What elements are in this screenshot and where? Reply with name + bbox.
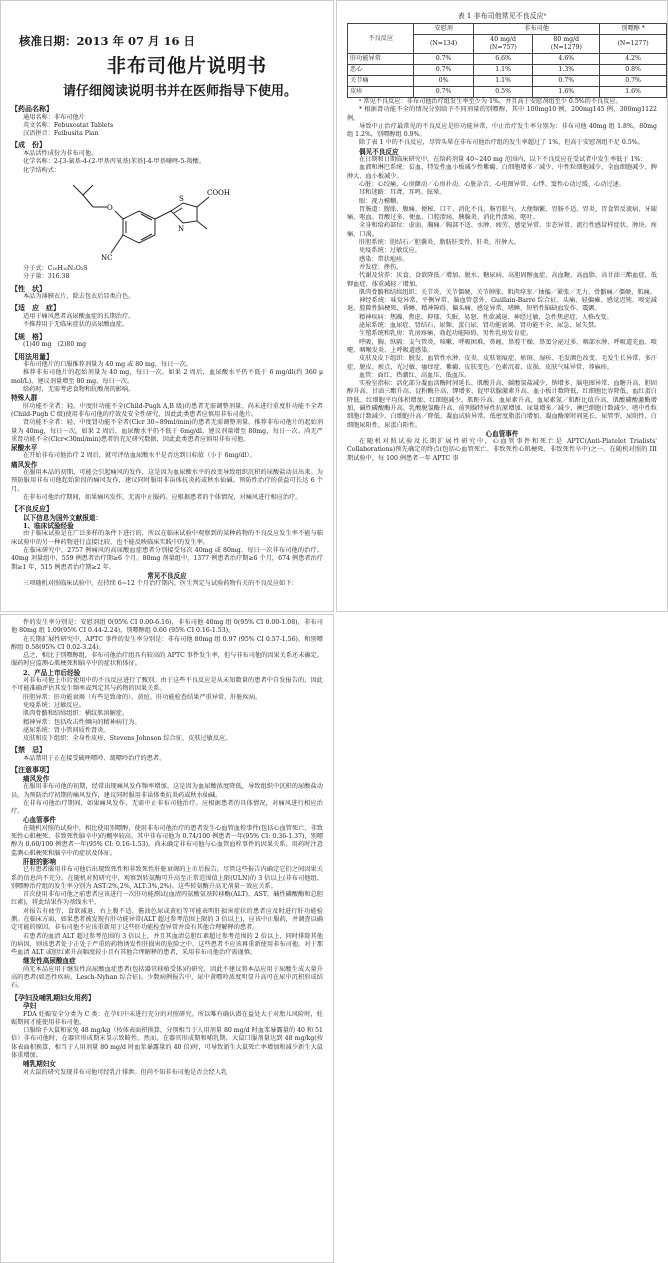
section-dosage-heading: 【用法用量】 bbox=[11, 351, 53, 361]
chemical-structure bbox=[31, 177, 323, 263]
uric-acid-text: 在开始非布司他治疗 2 周后，就可评估血尿酸水平是否达到目标值（小于 6mg/dl）。 bbox=[23, 452, 256, 460]
rare-item: 感染：带状疱疹。 bbox=[359, 255, 409, 263]
gout-flare-heading: 痛风发作 bbox=[11, 460, 38, 469]
dosage-paragraph: 推荐非布司他片的起始剂量为 40 mg，每日一次。如果 2 周后，血尿酸水平仍不低于 6 mg/dl(约 360 μ mol/L)，建议剂量增至 80 mg，每日一次。 bbox=[11, 369, 323, 385]
postmarketing-item: 皮肤和皮下组织：全身性皮疹、Stevens Johnson 综合征、皮肤过敏反应。 bbox=[23, 735, 232, 743]
rare-intro: 在日期和日期临床研究中，在给药剂量 40~240 mg 范围内，以下不良反应在受试者中发生率低于 1%： bbox=[359, 156, 647, 164]
cell: 1.1% bbox=[473, 76, 533, 87]
cell: 1.3% bbox=[533, 65, 600, 76]
table-footnote: * 根据肾功能不全的情况分别给予不同剂量的别嘌醇，其中 100mg10 例，200mg145 例，300mg1122 例。 bbox=[347, 106, 657, 122]
rare-item: 呼吸、胸、纵隔：支气管炎、咳嗽、呼吸困难、鼻衄、鼻腔干燥、鼻窦分泌过多、咽部水肿、呼吸道充血、喷嚏、咽喉发炎、上呼吸道感染。 bbox=[347, 338, 657, 354]
clinical-trial-heading: 1、临床试验经验 bbox=[23, 522, 74, 531]
label-page-1 bbox=[0, 0, 334, 612]
molecular-weight: 分子量：316.38 bbox=[23, 273, 70, 281]
cell: 0.7% bbox=[600, 76, 667, 87]
rare-item: 生殖系统和乳房：乳房疼痛、勃起功能障碍、男性乳房发育症。 bbox=[359, 330, 533, 338]
section-pregnancy-heading: 【孕妇及哺乳期妇女用药】 bbox=[11, 992, 95, 1002]
body-paragraph: 总之，相比于别嘌醇组，非布司他治疗组具有较高的 APTC 事件发生率，但与非布司他的因果关系还未确定。服药时应监测心肌梗死和脑卒中的症状和体征。 bbox=[11, 652, 323, 668]
rare-item: 代谢及营养：厌食、食欲降低／增加、脱水、糖尿病、高胆固醇血症、高血糖、高血脂、高甘油三酯血症、低钾血症、体重减轻／增加。 bbox=[347, 272, 657, 288]
section-precautions-heading: 【注意事项】 bbox=[11, 765, 53, 775]
cardiovascular-text: 在随机对照试验及长期扩展性研究中，心血管事件和死亡是 APTC(Anti-Platelet Trialists' Collaborations)预先确定的终点(包括心血管死亡、非致死性心肌梗死、非致死性卒中)之一。在随机对照的 III 期试验中，每 100 例患者一年 APTC 事 bbox=[347, 438, 657, 462]
pregnancy-subheading: 孕妇 bbox=[23, 1002, 37, 1011]
special-population-heading: 特殊人群 bbox=[11, 394, 38, 403]
common-adverse-heading: 常见不良反应 bbox=[147, 571, 187, 580]
rare-item: 肝胆系统：胆结石／胆囊炎、脂肪肝变性、肝炎、肝肿大。 bbox=[359, 239, 520, 247]
row-label: 皮疹 bbox=[348, 87, 414, 98]
cell: 0.8% bbox=[600, 65, 667, 76]
cell: 0.7% bbox=[533, 76, 600, 87]
lactation-subheading: 哺乳期妇女 bbox=[23, 1060, 56, 1069]
section-spec-heading: 【规 格】 bbox=[11, 331, 46, 341]
secondary-hyperuricemia-heading: 继发性高尿酸血症 bbox=[23, 957, 76, 966]
table-footnote: ᵃ 常见不良反应：非布司他治疗组发生率至少为 1%，并且高于安慰剂组至少 0.5%的不良反应。 bbox=[359, 98, 622, 105]
section-adverse-heading: 【不良反应】 bbox=[11, 504, 53, 514]
table-row bbox=[348, 76, 667, 87]
table-row bbox=[348, 87, 667, 98]
chemical-name: 化学名称：2-[3-氰基-4-(2-甲基丙氧基)苯基]-4-甲基噻唑-5-羧酸。 bbox=[23, 158, 206, 166]
pregnancy-paragraph: 口服给予大鼠和家兔 48 mg/kg（按体表面积换算，分别相当于人用剂量 80 mg/d 时血浆暴露量的 40 和 51 倍）非布司他时，在器官形成期未显示致畸性。然而，在器官形成期和哺乳期，大鼠口服剂量达到 48 mg/kg(按体表面积换算，相当于人用剂量 80 mg/d 时血浆暴露量的 40 倍)时，可导致新生大鼠死亡率增加和减少新生大鼠体重增加。 bbox=[11, 1027, 323, 1060]
uric-acid-heading: 尿酸水平 bbox=[11, 444, 38, 453]
adverse-reaction-table bbox=[347, 23, 667, 98]
gout-paragraph: 在服用非布司他的初期，经常出现痛风发作频率增加。这是因为血尿酸浓度降低，导致组织中沉积的尿酸盐动员。为预防治疗初期的痛风发作，建议同时服用非甾体类抗炎药或秋水仙碱。 bbox=[11, 783, 323, 799]
table-row bbox=[348, 54, 667, 65]
cell: 0.7% bbox=[414, 54, 474, 65]
cell: 0.7% bbox=[414, 65, 474, 76]
section-composition-heading: 【成 份】 bbox=[11, 140, 46, 150]
gout-paragraph: 在非布司他治疗期间，如果痛风发作，无需中止非布司他治疗。应根据患者的具体情况，对痛风进行相应治疗。 bbox=[11, 799, 323, 816]
dosage-paragraph: 非布司他片的口服推荐剂量为 40 mg 或 80 mg，每日一次。 bbox=[23, 361, 192, 369]
rare-item: 眼：视力模糊。 bbox=[359, 197, 403, 205]
col-allopurinol-header: 别嘌醇 * bbox=[600, 24, 667, 35]
subhead-allopurinol-n: (N=1277) bbox=[600, 35, 667, 54]
postmarketing-intro: 对非布司他上市后使用中的不良反应进行了甄别。由于这些不良反应是从未知数量的患者中自发报告的，因此不可能准确评估其发生频率或判定其与药物的因果关系。 bbox=[11, 677, 323, 693]
gout-paragraph: 在服用本品的初期，可能会引起痛风的发作，这是因为血尿酸水平的改变导致组织沉积的尿酸盐动员出来。为预防服用非布司他起始阶段的痛风发作，建议同时服用非甾体抗炎药或秋水仙碱。预防性治疗的获益可长达 6 个月。 bbox=[11, 468, 323, 493]
subhead-80mg: 80 mg/d (N=1279) bbox=[533, 35, 600, 54]
contraindication-text: 本品禁用于正在接受硫唑嘌呤、巯嘌呤治疗的患者。 bbox=[23, 755, 166, 763]
row-label: 肝功能异常 bbox=[348, 54, 414, 65]
rare-item: 泌尿系统：血尿症、肾结石、尿频、蛋白尿、肾功能衰竭、肾功能不全、尿急、尿失禁。 bbox=[359, 322, 601, 330]
liver-paragraph: 已有患者服用非布司他后出现致死性和非致死性肝脏衰竭的上市后报告，尽管这些报告内确定它们之间因果关系的信息尚不充分。在随机对照研究中，观察到转氨酶可升高至正常范围值上限(ULN)的 3 倍以上(非布司他组、别嘌醇治疗组的发生率分别为 AST:2%,2%, ALT:3%,2%)。这些转氨酶升高无剂量－效应关系。 bbox=[11, 866, 323, 890]
special-paragraph: 肝功能不全者：轻、中度肝功能不全(Child-Pugh A,B 级)的患者无需调整剂量。尚未进行重度肝功能不全者(Child-Pugh C 级)使用非布司他的疗效及安全性研究，因此此类患者应慎用非布司他片。 bbox=[11, 402, 323, 418]
table-caption: 表 1 非布司他常见不良反应ᵃ bbox=[457, 12, 547, 20]
rare-item: 血液和淋巴系统：贫血、特发性血小板减少性紫癜、白细胞增多／减少、中性粒细胞减少、全血细胞减少、脾肿大、血小板减少。 bbox=[347, 164, 657, 180]
row-label: 恶心 bbox=[348, 65, 414, 76]
spec-text: (1)40 mg (2)80 mg bbox=[23, 341, 87, 349]
postmarketing-heading: 2、产品上市后经验 bbox=[23, 668, 81, 677]
dosage-paragraph: 给药时，无需考虑食物和抗酸剂的影响。 bbox=[23, 386, 135, 394]
pregnancy-paragraph: FDA 妊娠安全分类为 C 类：在孕妇中未进行充分的对照研究。所以唯有确认潜在益处大于对胎儿风险时，妊娠期间才能使用非布司他。 bbox=[11, 1010, 323, 1026]
rare-item: 胃肠道：腹胀、腹痛、便秘、口干、消化不良、肠胃胀气、大便频繁、胃肠不适、胃炎、胃食管反流病、牙龈痛、呕血、胃酸过多、便血、口腔溃疡、胰腺炎、消化性溃疡、呕吐。 bbox=[347, 205, 657, 222]
gout-paragraph: 在非布司他治疗期间，如果痛风发作，无需中止服药。应根据患者的个体情况，对痛风进行相应治疗。 bbox=[23, 493, 302, 501]
document-subtitle: 请仔细阅读说明书并在医师指导下使用。 bbox=[62, 84, 297, 99]
section-drug-name-heading: 【药品名称】 bbox=[11, 104, 53, 113]
secondary-hyperuricemia-text: 尚无本品应用于继发性高尿酸血症患者(包括器官移植受体)的研究，因此不建议将本品应用于尿酸生成大量升高的患者(如恶性疾病、Lesch-Nyhan 综合征)。少数病例报告中，尿中黄嘌呤浓度明显升高可在尿中沉积形成结石。 bbox=[11, 965, 323, 990]
subhead-placebo-n: (N=134) bbox=[414, 35, 474, 54]
cell: 1.6% bbox=[600, 87, 667, 98]
liver-paragraph: 若患者的血清 ALT 超过参考范围的 3 倍以上，并且其血清总胆红素超过参考范围的 2 倍以上，同时排除其他的病因，则该患者处于正处于严重的药物诱发性肝损害的危险之中，这些患者不应该再重新使用非布司他。对于那些血清 ALT 或胆红素升高幅度较小且有其他合理解释的患者，采用非布司他治疗需谨慎。 bbox=[11, 932, 323, 957]
rare-item: 并发症：挫伤。 bbox=[359, 263, 403, 271]
table-row bbox=[348, 65, 667, 76]
document-title: 非布司他片说明书 bbox=[106, 55, 267, 77]
cell: 0% bbox=[414, 76, 474, 87]
liver-paragraph: 对报告有疲劳、食欲减退、右上腹不适、酱油色尿或黄疸等可能表明肝损害症状的患者应及时进行肝功能检测。在临床方面，如果患者被发现有肝功能异常(ALT 超过参考范围上限的 3 倍以上)，应该中止服药，并调查以确定可能的原因。非布司他不应该重新用于这些肝功能检查异常并没有其他合理解释的患者。 bbox=[11, 907, 323, 932]
composition-line: 本品活性成份为非布司他。 bbox=[23, 150, 98, 158]
sulfur-atom: S bbox=[179, 194, 184, 203]
blank-area bbox=[336, 614, 668, 1263]
section-contraindication-heading: 【禁 忌】 bbox=[11, 745, 46, 755]
body-paragraph: 除了表 1 中的不良反应，尽管头晕在非布司他治疗组的发生率超过了 1%，但高于安慰剂组不足 0.5%。 bbox=[359, 139, 644, 147]
body-paragraph: 件的发生率分别是：安慰剂组 0(95% CI 0.00-6.16)，非布司他 40mg 组 0(95% CI 0.00-1.08)，非布司他 80mg 组 1.09(95% CI 0.44-2.24)，别嘌醇组 0.60 (95% CI 0.16-1.53)。 bbox=[11, 619, 323, 635]
indication-line: 不推荐用于无临床症状的高尿酸血症。 bbox=[23, 321, 129, 329]
molecular-formula: 分子式：C₁₆H₁₆N₂O₃S bbox=[23, 264, 88, 272]
cell: 6.6% bbox=[473, 54, 533, 65]
cell: 4.2% bbox=[600, 54, 667, 65]
structure-label: 化学结构式： bbox=[23, 166, 61, 174]
rare-item: 神经系统：味觉异常、平衡异常、脑血管意外、Guillain-Barré 综合征、头痛、轻偏瘫、感觉迟钝、嗅觉减退、腔隙性脑梗死、昏睡、精神障碍、偏头痛、感觉异常、嗜睡、短暂性脑缺血发作、震颤。 bbox=[347, 297, 657, 313]
cell: 0.7% bbox=[414, 87, 474, 98]
special-paragraph: 肾功能不全者：轻、中度肾功能不全者(Clcr 30~89ml/min)的患者无需调整剂量。推荐非布司他片的起始剂量为 40mg，每日一次。如果 2 周后，血尿酸水平仍不低于 6mg/dl，建议剂量增至 80mg，每日一次。尚无严重肾功能不全(Clcr<30ml/min)患者的充足研究数据，因此此类患者应慎用非布司他。 bbox=[11, 419, 323, 443]
rare-item: 血管：面红、热潮红、高血压、低血压。 bbox=[359, 371, 471, 379]
indication-line: 适用于痛风患者高尿酸血症的长期治疗。 bbox=[23, 313, 135, 321]
col-reaction-header: 不良反应 bbox=[348, 24, 414, 54]
postmarketing-item: 精神异常：包括攻击性倾向的精神病行为。 bbox=[23, 718, 141, 726]
col-febuxostat-header: 非布司他 bbox=[473, 24, 599, 35]
cardiovascular-text: 在随机对照的试验中，相比使用别嘌醇，使用非布司他治疗的患者发生心血管血栓事件(包括心血管死亡、非致死性心肌梗死、非致死性脑卒中)的概率较高，其中非布司他为 0.74/100 例患者一年(95% CI: 0.36-1.37)，别嘌醇为 0.60/100 例患者一年(95% CI: 0.16-1.53)。尚未确定非布司他与心血管血栓事件的因果关系。用药时注意监测心肌梗死和脑卒中的症状及体征。 bbox=[11, 824, 324, 857]
cell: 0.5% bbox=[473, 87, 533, 98]
rare-item: 免疫系统：过敏反应。 bbox=[359, 247, 421, 255]
rare-item: 皮肤及皮下组织：脱发、血管性水肿、皮炎、皮肤划痕症、瘀斑、湿疹、毛发颜色改变、毛发生长异常、多汗症、脱皮、瘀点、光过敏、瘙痒症、紫癜、皮肤变色／色素沉着、皮损、皮肤气味异常、荨麻疹。 bbox=[347, 355, 657, 371]
character-text: 本品为薄膜衣片，除去包衣后显类白色。 bbox=[23, 293, 135, 301]
label-page-2 bbox=[336, 0, 668, 612]
postmarketing-item: 免疫系统：过敏反应。 bbox=[23, 701, 85, 709]
body-paragraph: 在长期扩展性研究中，APTC 事件的发生率分别是：非布司他 80mg 组 0.97 (95% CI 0.57-1.56)，和别嘌醇组 0.58(95% CI 0.02-3.24)。 bbox=[11, 635, 323, 651]
postmarketing-item: 肌肉骨骼和结缔组织：横纹肌溶解症。 bbox=[23, 710, 129, 718]
section-indication-heading: 【适 应 症】 bbox=[11, 303, 60, 313]
gout-flare-heading: 痛风发作 bbox=[23, 774, 50, 783]
trial-paragraph: 在临床研究中，2757 例痛风的高尿酸血症患者分别接受每次 40mg 或 80mg，每日一次非布司他的治疗。40mg 剂量组中，559 例患者治疗期≥6 个月。80mg 剂量组中，1377 例患者治疗期≥6 个月，674 例患者治疗期≥1 年，515 例患者治疗期≥2 年。 bbox=[11, 546, 323, 571]
oxygen-atom: O bbox=[107, 203, 113, 212]
liver-heading: 肝脏的影响 bbox=[23, 857, 56, 866]
cardiovascular-heading: 心血管事件 bbox=[23, 816, 56, 825]
approval-date: 核准日期：2013 年 07 月 16 日 bbox=[19, 34, 196, 48]
cell: 1.1% bbox=[473, 65, 533, 76]
common-adverse-text: 三项随机对照临床试验中，在持续 6~12 个月治疗期内，医生判定与试验药物有关的不良反应如下： bbox=[23, 580, 298, 588]
postmarketing-item: 泌尿系统：肾小管间质性肾炎。 bbox=[23, 726, 110, 734]
body-paragraph: 导致中止治疗最常见的不良反应是肝功能异常，中止治疗发生率分别为：非布司他 40mg 组 1.8%，80mg 组 1.2%，别嘌醇组 0.9%。 bbox=[347, 122, 657, 139]
rare-item: 精神疾病：焦躁、焦虑、抑郁、失眠、易怒、性欲减退、神经过敏、急性焦虑症、人格改变。 bbox=[359, 313, 613, 321]
row-label: 关节痛 bbox=[348, 76, 414, 87]
rare-item: 肌肉骨骼和结缔组织：关节炎、关节僵硬、关节肿胀、肌肉痉挛／抽搐／紧张／无力、骨骼痛／僵硬、肌痛。 bbox=[359, 288, 656, 296]
rare-item: 耳和迷路：耳聋、耳鸣、眩晕。 bbox=[359, 189, 446, 197]
label-page-3 bbox=[0, 614, 334, 1263]
rare-item: 实验室指标：活化部分凝血活酶时间延长、肌酸升高、碳酸氢盐减少、钠增多、脑电图异常、血糖升高、胆固醇升高、甘油三酯升高、淀粉酶升高、钾增多、促甲状腺激素升高、血小板计数降低、红细胞比容降低、血红蛋白降低、红细胞平均体积增加、红细胞减少、肌酐升高、血尿素升高、血尿素氮／肌酐比值升高、肌酸磷酸激酶增加、碱性磷酸酶升高、乳酸脱氢酶升高、前列腺特异性抗原增加、尿量增多／减少、淋巴细胞计数减少、嗜中性粒细胞计数减少、白细胞升高／降低、凝血试验异常、低密度脂蛋白增加、凝血酶原时间延长、尿管型、尿阳性、白细胞尿阳性、尿蛋白阳性。 bbox=[347, 380, 657, 429]
adverse-intro: 以下信息为国外文献报道： bbox=[23, 513, 103, 522]
structure-diagram bbox=[31, 177, 271, 263]
carboxyl-group: COOH bbox=[207, 188, 230, 197]
rare-item: 全身和给药部位：虚弱、胸痛／胸部不适、水肿、疲劳、感觉异常、步态异常、流行性感冒样症状、肿块、疼痛、口渴。 bbox=[347, 222, 657, 238]
postmarketing-item: 肝胆异常：肝功能衰竭（有些是致命的）、黄疸、肝功能检查结果严重异常、肝脏疾病。 bbox=[23, 693, 262, 701]
subhead-40mg: 40 mg/d (N=757) bbox=[473, 35, 533, 54]
nitrogen-atom: N bbox=[178, 224, 185, 233]
pinyin-name: 汉语拼音：Feibusita Pian bbox=[23, 130, 99, 138]
generic-name: 通用名称：非布司他片 bbox=[23, 113, 85, 121]
trial-paragraph: 由于临床试验是在广泛多样的条件下进行的，所以在临床试验中观察到的某种药物的不良反应发生率不能与临床试验中的另一种药物进行直接比较，也不能反映临床实践中的发生率。 bbox=[11, 530, 323, 546]
section-character-heading: 【性 状】 bbox=[11, 283, 46, 293]
lactation-text: 对大鼠的研究发现非布司他可经乳汁排泄。但尚不知非布司他是否会经人乳 bbox=[23, 1068, 228, 1076]
rare-adverse-heading: 偶见不良反应 bbox=[359, 147, 399, 156]
col-placebo-header: 安慰剂 bbox=[414, 24, 474, 35]
english-name: 英文名称：Febuxostat Tablets bbox=[23, 121, 114, 129]
liver-paragraph: 首次使用非布司他之前患者应该进行一次肝功能测试(血清丙氨酸氨基转移酶(ALT)、AST、碱性磷酸酶和总胆红素)，将此结果作为基线水平。 bbox=[11, 891, 323, 907]
cardiovascular-heading: 心血管事件 bbox=[485, 429, 519, 438]
cell: 1.6% bbox=[533, 87, 600, 98]
cell: 4.6% bbox=[533, 54, 600, 65]
rare-item: 心脏：心绞痛、心房颤动／心房扑动、心脏杂音、心电图异常、心悸、窦性心动过缓、心动过速。 bbox=[359, 180, 626, 188]
nitrile-group: NC bbox=[101, 253, 113, 262]
